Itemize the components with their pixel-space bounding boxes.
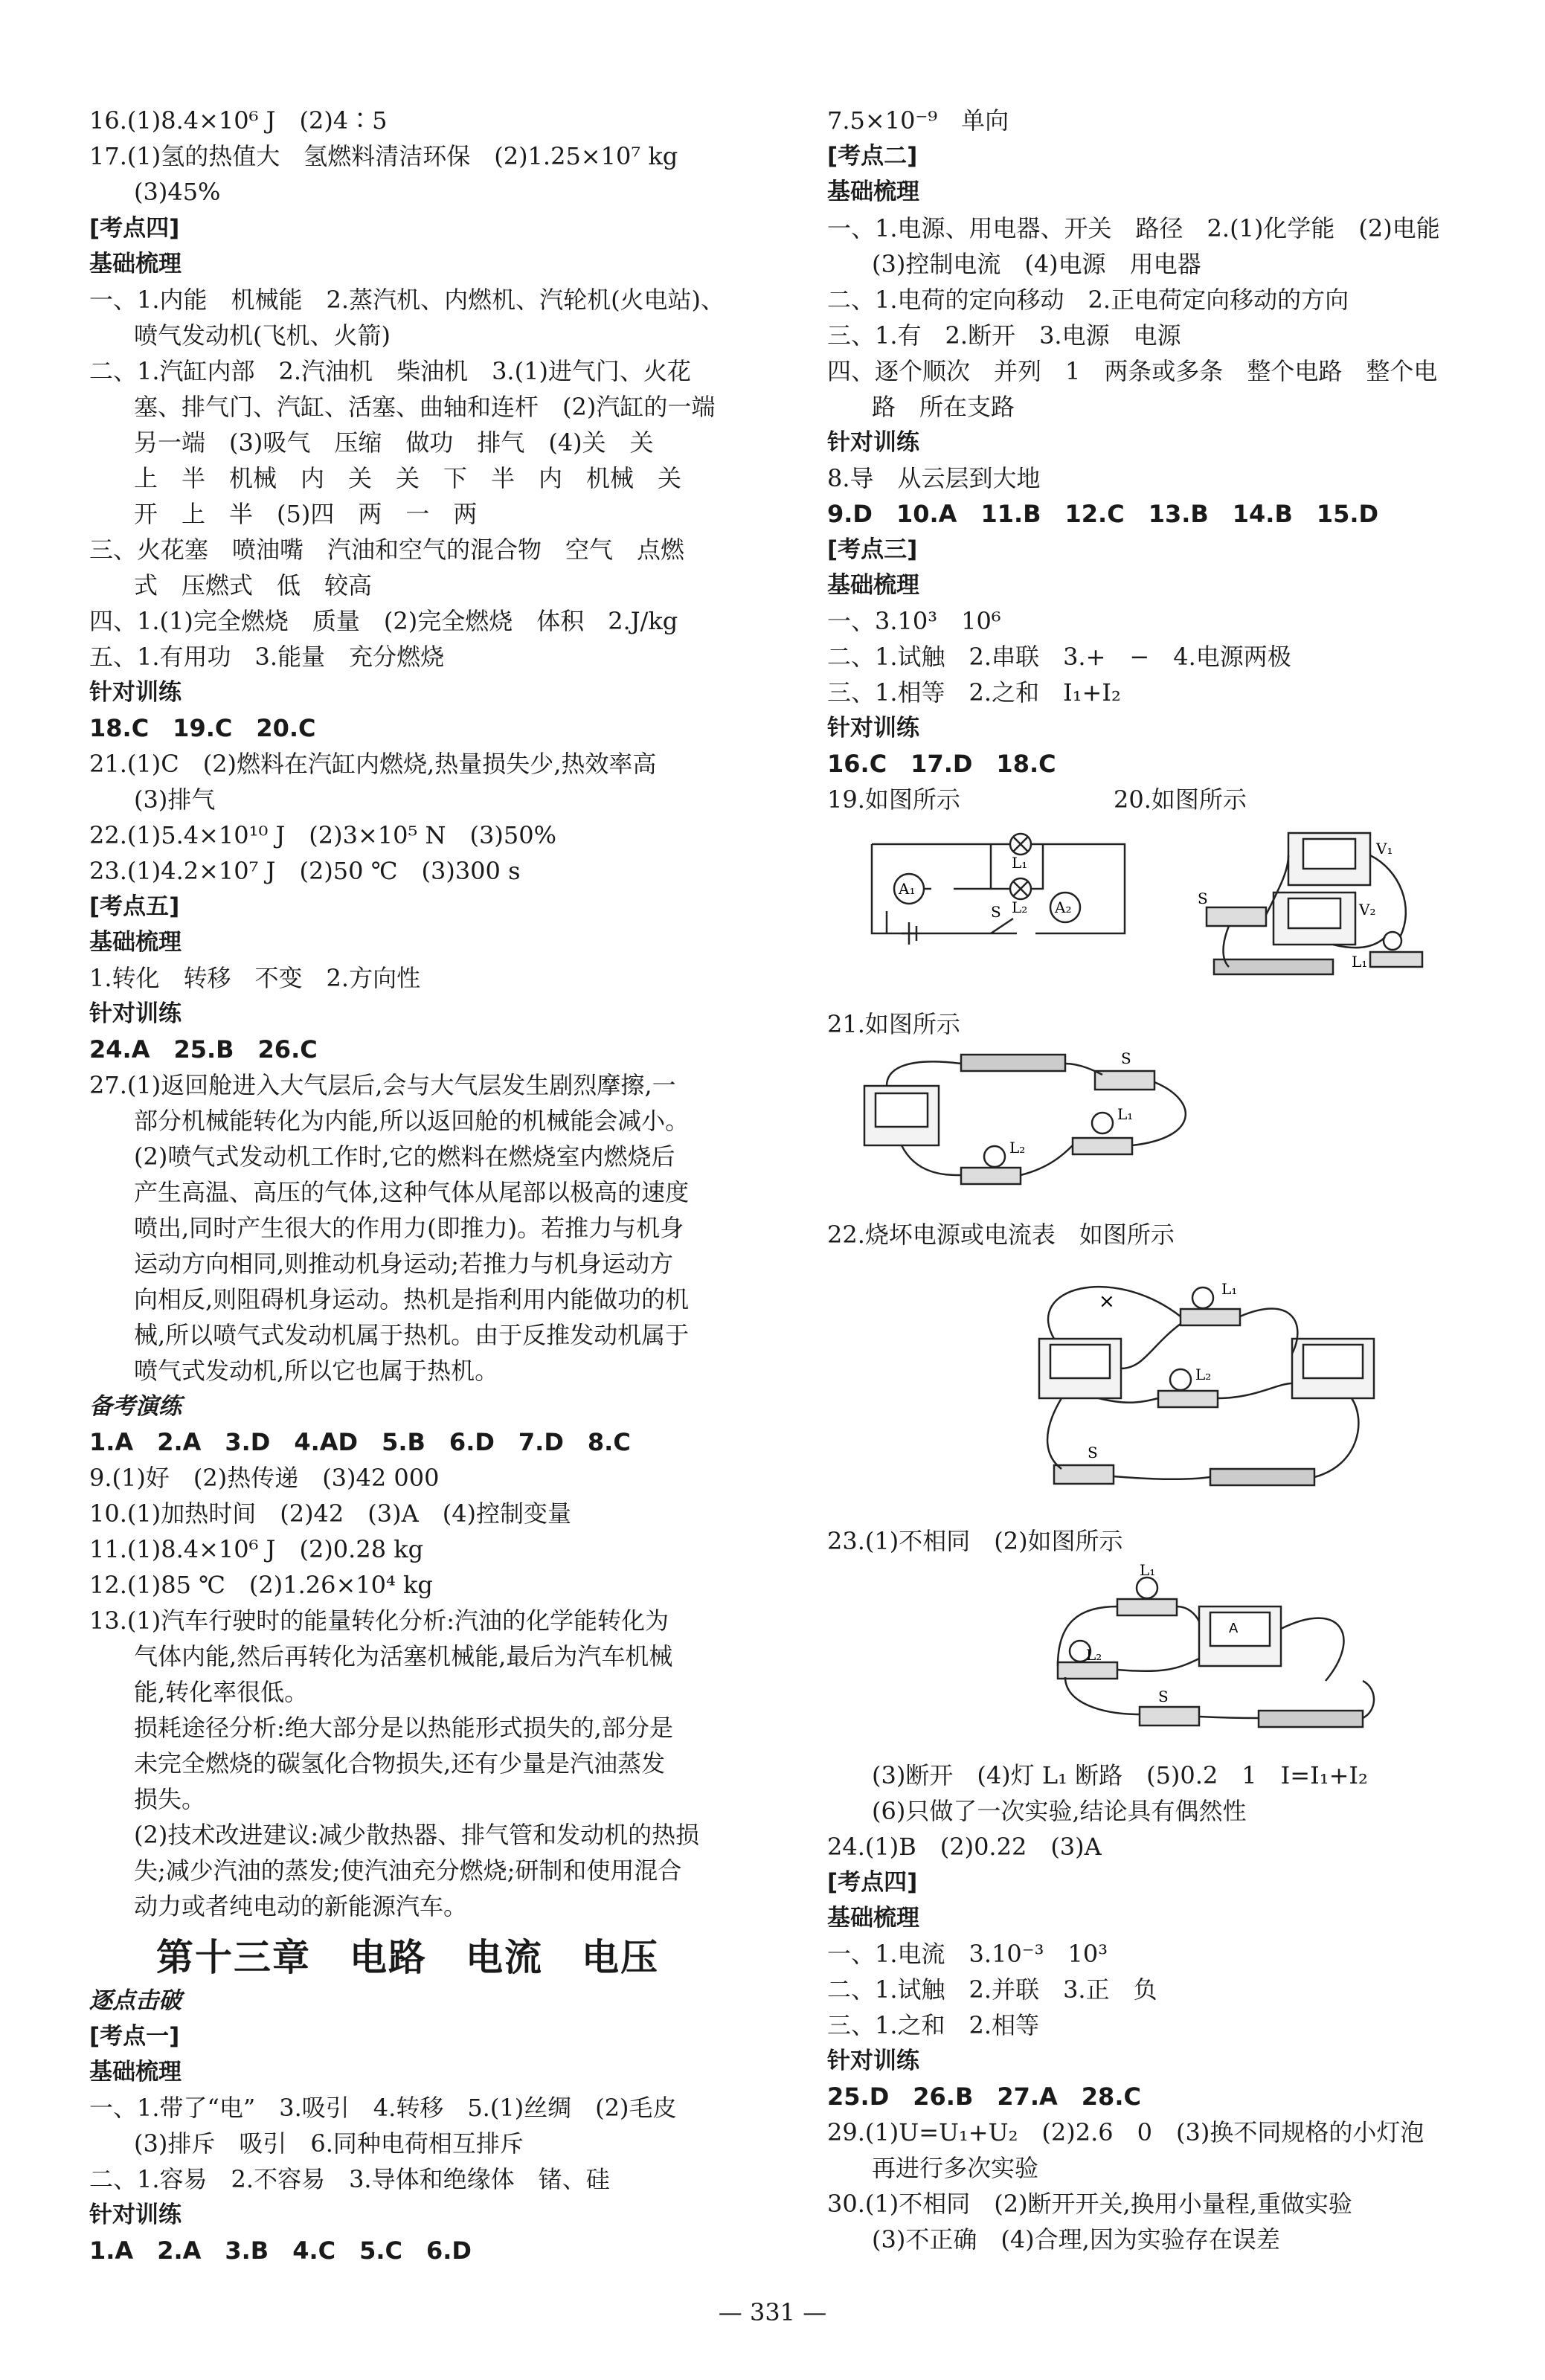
text-line: 气体内能,然后再转化为活塞机械能,最后为汽车机械: [134, 1642, 673, 1670]
text-line: 21.(1)C (2)燃料在汽缸内燃烧,热量损失少,热效率高: [89, 750, 657, 778]
label-s: S: [991, 903, 1001, 921]
text-line: 损失。: [134, 1785, 206, 1813]
break-mark: ×: [1099, 1290, 1115, 1313]
text-line: 19.如图所示: [827, 785, 960, 814]
circuit-drawing-23: [1028, 1562, 1385, 1740]
section-tag: [考点三]: [827, 536, 918, 563]
text-line: (3)不正确 (4)合理,因为实验存在误差: [872, 2225, 1280, 2254]
text-line: 30.(1)不相同 (2)断开开关,换用小量程,重做实验: [827, 2190, 1352, 2218]
text-line: 27.(1)返回舱进入大气层后,会与大气层发生剧烈摩擦,一: [89, 1071, 676, 1099]
text-line: 二、1.容易 2.不容易 3.导体和绝缘体 锗、硅: [89, 2165, 610, 2193]
text-line: 29.(1)U=U₁+U₂ (2)2.6 0 (3)换不同规格的小灯泡: [827, 2118, 1424, 2146]
label-s: S: [1088, 1444, 1098, 1461]
text-line: 三、火花塞 喷油嘴 汽油和空气的混合物 空气 点燃: [89, 536, 685, 564]
page-number: — 331 —: [718, 2298, 827, 2326]
section-tag: [考点四]: [827, 1869, 918, 1896]
text-line: 23.(1)4.2×10⁷ J (2)50 ℃ (3)300 s: [89, 857, 521, 885]
text-line: 损耗途径分析:绝大部分是以热能形式损失的,部分是: [134, 1714, 673, 1742]
text-line: 二、1.电荷的定向移动 2.正电荷定向移动的方向: [827, 286, 1349, 314]
chapter-title: 第十三章 电路 电流 电压: [156, 1935, 659, 1979]
text-line: 二、1.汽缸内部 2.汽油机 柴油机 3.(1)进气门、火花: [89, 357, 691, 385]
text-line: 16.(1)8.4×10⁶ J (2)4∶5: [89, 106, 388, 135]
text-line: 12.(1)85 ℃ (2)1.26×10⁴ kg: [89, 1571, 433, 1599]
text-line: 喷出,同时产生很大的作用力(即推力)。若推力与机身: [134, 1214, 684, 1242]
text-line: 再进行多次实验: [872, 2154, 1039, 2182]
circuit-drawing-22: [1009, 1257, 1396, 1502]
text-line: 22.(1)5.4×10¹⁰ J (2)3×10⁵ N (3)50%: [89, 821, 556, 849]
text-line: 24.(1)B (2)0.22 (3)A: [827, 1833, 1102, 1861]
circuit-diagram-19: [842, 822, 1154, 971]
section-heading: 备考演练: [89, 1393, 182, 1420]
text-line: 22.烧坏电源或电流表 如图所示: [827, 1220, 1175, 1249]
section-heading: 针对训练: [827, 715, 919, 742]
answer-line: 1.A 2.A 3.B 4.C 5.C 6.D: [89, 2236, 472, 2265]
text-line: 三、1.之和 2.相等: [827, 2011, 1040, 2039]
text-line: 一、1.电流 3.10⁻³ 10³: [827, 1940, 1108, 1968]
section-heading: 基础梳理: [89, 251, 182, 277]
text-line: 上 半 机械 内 关 关 下 半 内 机械 关: [134, 464, 682, 492]
text-line: 9.(1)好 (2)热传递 (3)42 000: [89, 1464, 440, 1492]
section-tag: [考点五]: [89, 893, 180, 920]
text-line: 7.5×10⁻⁹ 单向: [827, 106, 1009, 135]
label-s: S: [1121, 1049, 1131, 1067]
circuit-drawing-21: [857, 1041, 1244, 1190]
text-line: 8.导 从云层到大地: [827, 464, 1041, 492]
text-line: (3)控制电流 (4)电源 用电器: [872, 250, 1201, 278]
text-line: 13.(1)汽车行驶时的能量转化分析:汽油的化学能转化为: [89, 1606, 669, 1635]
text-line: 喷气发动机(飞机、火箭): [134, 321, 391, 350]
text-line: 21.如图所示: [827, 1010, 960, 1038]
label-l1: L₁: [1140, 1562, 1156, 1579]
text-line: 另一端 (3)吸气 压缩 做功 排气 (4)关 关: [134, 428, 654, 457]
label-l2: L₂: [1086, 1646, 1102, 1664]
text-line: 一、1.内能 机械能 2.蒸汽机、内燃机、汽轮机(火电站)、: [89, 286, 725, 314]
answer-line: 24.A 25.B 26.C: [89, 1035, 318, 1064]
section-heading: 针对训练: [89, 1000, 182, 1027]
label-l2: L₂: [1195, 1366, 1212, 1383]
section-tag: [考点二]: [827, 143, 918, 170]
text-line: (2)喷气式发动机工作时,它的燃料在燃烧室内燃烧后: [134, 1142, 675, 1171]
text-line: 塞、排气门、汽缸、活塞、曲轴和连杆 (2)汽缸的一端: [134, 393, 716, 421]
text-line: 运动方向相同,则推动机身运动;若推力与机身运动方: [134, 1250, 673, 1278]
text-line: 路 所在支路: [872, 393, 1015, 421]
section-heading: 基础梳理: [827, 572, 919, 599]
text-line: 11.(1)8.4×10⁶ J (2)0.28 kg: [89, 1535, 424, 1563]
section-heading: 针对训练: [89, 2202, 182, 2228]
text-line: 一、3.10³ 10⁶: [827, 607, 1001, 635]
label-l1: L₁: [1352, 953, 1368, 971]
text-line: 10.(1)加热时间 (2)42 (3)A (4)控制变量: [89, 1499, 572, 1528]
text-line: 1.转化 转移 不变 2.方向性: [89, 964, 421, 992]
section-heading: 针对训练: [827, 429, 919, 456]
section-heading: 基础梳理: [89, 2059, 182, 2085]
section-heading: 基础梳理: [89, 929, 182, 956]
label-l1: L₁: [1117, 1105, 1134, 1123]
text-line: 四、逐个顺次 并列 1 两条或多条 整个电路 整个电: [827, 357, 1438, 385]
text-line: 喷气式发动机,所以它也属于热机。: [134, 1357, 499, 1385]
text-line: 三、1.相等 2.之和 I₁+I₂: [827, 678, 1121, 707]
label-a1: A₁: [899, 880, 916, 898]
section-heading: 针对训练: [827, 2048, 919, 2074]
text-line: 一、1.带了“电” 3.吸引 4.转移 5.(1)丝绸 (2)毛皮: [89, 2094, 677, 2122]
label-l2: L₂: [1012, 898, 1028, 916]
label-s: S: [1158, 1688, 1169, 1705]
text-line: 械,所以喷气式发动机属于热机。由于反推发动机属于: [134, 1321, 690, 1349]
label-a: A: [1229, 1621, 1239, 1636]
text-line: 能,转化率很低。: [134, 1678, 309, 1706]
section-heading: 逐点击破: [89, 1987, 182, 2014]
label-v2: V₂: [1359, 901, 1376, 919]
text-line: 未完全燃烧的碳氢化合物损失,还有少量是汽油蒸发: [134, 1749, 666, 1778]
label-v1: V₁: [1376, 840, 1393, 858]
text-line: 17.(1)氢的热值大 氢燃料清洁环保 (2)1.25×10⁷ kg: [89, 142, 678, 170]
text-line: 二、1.试触 2.串联 3.+ − 4.电源两极: [827, 643, 1291, 671]
text-line: 三、1.有 2.断开 3.电源 电源: [827, 321, 1181, 350]
text-line: (3)排斥 吸引 6.同种电荷相互排斥: [134, 2129, 524, 2158]
text-line: 向相反,则阻碍机身运动。热机是指利用内能做功的机: [134, 1285, 690, 1313]
label-s: S: [1198, 890, 1208, 907]
text-line: (3)45%: [134, 178, 221, 206]
text-line: 式 压燃式 低 较高: [134, 571, 373, 599]
text-line: 20.如图所示: [1114, 785, 1247, 814]
section-heading: 针对训练: [89, 679, 182, 706]
text-line: 部分机械能转化为内能,所以返回舱的机械能会减小。: [134, 1107, 690, 1135]
answer-line: 16.C 17.D 18.C: [827, 750, 1056, 778]
circuit-drawing-20: [1177, 826, 1445, 989]
text-line: 动力或者纯电动的新能源汽车。: [134, 1892, 468, 1920]
text-line: (2)技术改进建议:减少散热器、排气管和发动机的热损: [134, 1821, 700, 1849]
text-line: 五、1.有用功 3.能量 充分燃烧: [89, 643, 445, 671]
answer-line: 1.A 2.A 3.D 4.AD 5.B 6.D 7.D 8.C: [89, 1428, 631, 1456]
label-l1: L₁: [1012, 854, 1028, 872]
text-line: (3)排气: [134, 785, 216, 814]
section-heading: 基础梳理: [827, 178, 919, 205]
section-tag: [考点四]: [89, 215, 180, 242]
text-line: 二、1.试触 2.并联 3.正 负: [827, 1975, 1157, 2004]
text-line: 开 上 半 (5)四 两 一 两: [134, 500, 478, 528]
section-heading: 基础梳理: [827, 1905, 919, 1932]
text-line: (6)只做了一次实验,结论具有偶然性: [872, 1797, 1247, 1825]
text-line: 产生高温、高压的气体,这种气体从尾部以极高的速度: [134, 1178, 690, 1206]
label-a2: A₂: [1055, 898, 1072, 916]
answer-line: 25.D 26.B 27.A 28.C: [827, 2082, 1141, 2111]
label-l2: L₂: [1009, 1139, 1026, 1157]
label-l1: L₁: [1221, 1280, 1238, 1298]
section-tag: [考点一]: [89, 2023, 180, 2050]
answer-line: 18.C 19.C 20.C: [89, 714, 316, 742]
text-line: 四、1.(1)完全燃烧 质量 (2)完全燃烧 体积 2.J/kg: [89, 607, 678, 635]
text-line: 23.(1)不相同 (2)如图所示: [827, 1527, 1123, 1555]
text-line: (3)断开 (4)灯 L₁ 断路 (5)0.2 1 I=I₁+I₂: [872, 1761, 1368, 1789]
answer-line: 9.D 10.A 11.B 12.C 13.B 14.B 15.D: [827, 500, 1379, 528]
text-line: 一、1.电源、用电器、开关 路径 2.(1)化学能 (2)电能: [827, 214, 1440, 242]
text-line: 失;减少汽油的蒸发;使汽油充分燃烧;研制和使用混合: [134, 1856, 682, 1885]
